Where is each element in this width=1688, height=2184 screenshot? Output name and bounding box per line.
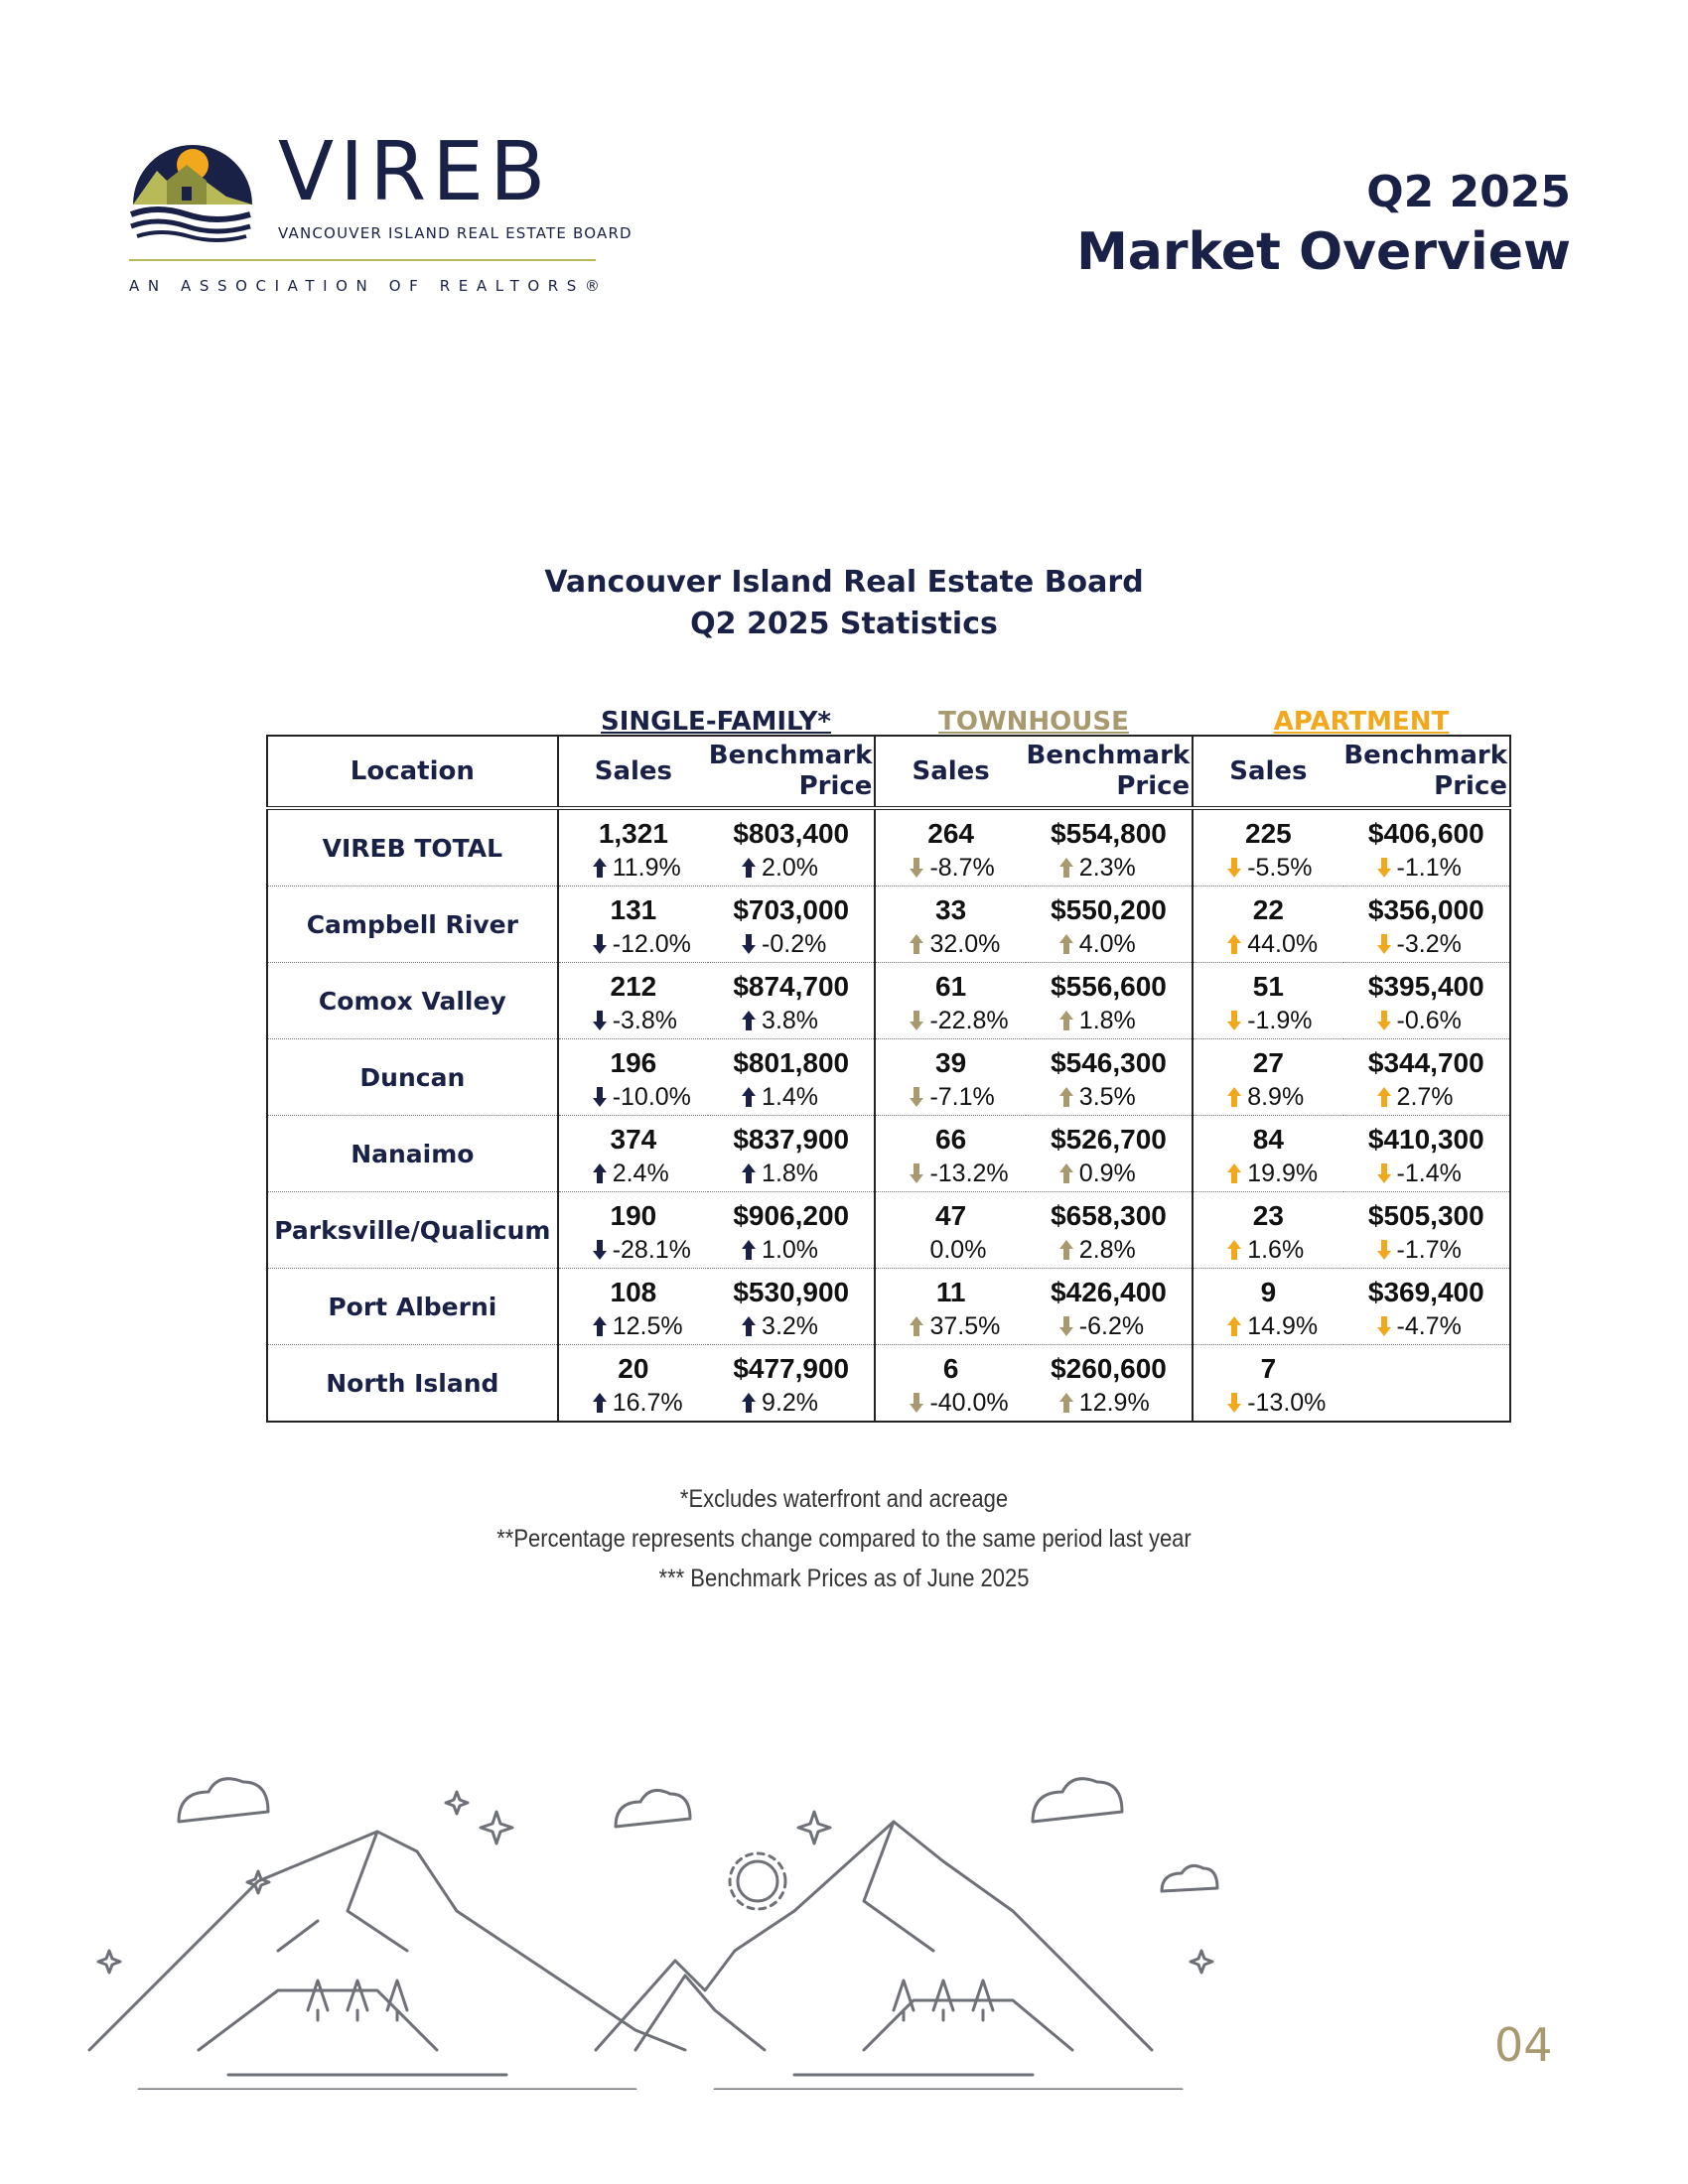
sf-price-change: 1.0%	[762, 1235, 819, 1264]
table-row	[267, 1192, 1510, 1233]
table-row	[267, 1039, 1510, 1080]
arrow-up-icon	[910, 934, 923, 954]
ap-price-cell: $505,300	[1367, 1200, 1484, 1231]
sf-sales-cell: 1,321	[558, 808, 708, 850]
col-sf-benchmark-l1: Benchmark	[708, 741, 873, 770]
sf-price-cell: $477,900	[733, 1353, 850, 1384]
th-sales-change-cell	[875, 1156, 1025, 1192]
sf-price-change: 3.8%	[762, 1006, 819, 1034]
arrow-up-icon	[742, 1316, 756, 1336]
sf-sales-change: -28.1%	[612, 1235, 691, 1264]
table-row	[267, 1269, 1510, 1309]
th-price-change: 4.0%	[1078, 929, 1136, 958]
table-body	[267, 808, 1510, 1422]
sf-price-cell: $837,900	[733, 1124, 850, 1155]
footnote-2: **Percentage represents change compared to the same period last year	[496, 1525, 1192, 1553]
location-cell: North Island	[326, 1368, 499, 1398]
th-sales-change-cell	[875, 926, 1025, 963]
sf-sales-cell: 20	[558, 1345, 708, 1386]
arrow-up-icon	[742, 1163, 756, 1183]
arrow-up-icon	[1227, 1316, 1241, 1336]
th-price-cell: $526,700	[1051, 1124, 1167, 1155]
sf-price-change: 9.2%	[762, 1388, 819, 1417]
col-th-sales: Sales	[875, 736, 1025, 808]
arrow-down-icon	[593, 1087, 607, 1107]
col-th-benchmark-l1: Benchmark	[1026, 741, 1191, 770]
ap-price-change: 2.7%	[1396, 1082, 1454, 1111]
sf-price-change-cell	[708, 850, 875, 887]
th-price-change-cell	[1026, 1232, 1193, 1269]
th-sales-cell: 66	[875, 1116, 1025, 1157]
th-sales-cell: 61	[875, 963, 1025, 1004]
sf-sales-change: 16.7%	[612, 1388, 683, 1417]
col-sf-benchmark	[708, 736, 875, 808]
ap-price-change: -1.1%	[1396, 853, 1462, 882]
header-quarter: Q2 2025	[1366, 167, 1571, 217]
ap-sales-cell: 27	[1193, 1039, 1342, 1080]
th-price-cell: $554,800	[1051, 818, 1167, 849]
ap-sales-change: 8.9%	[1247, 1082, 1305, 1111]
arrow-down-icon	[593, 1011, 607, 1030]
sf-price-cell: $803,400	[733, 818, 850, 849]
sf-price-change: 3.2%	[762, 1311, 819, 1340]
table-title-line1: Vancouver Island Real Estate Board	[544, 565, 1144, 600]
arrow-up-icon	[742, 858, 756, 878]
th-sales-change-cell	[875, 1079, 1025, 1116]
ap-sales-change-cell	[1193, 1232, 1342, 1269]
sf-sales-change-cell	[558, 850, 708, 887]
col-sf-benchmark-l2: Price	[798, 771, 873, 801]
sf-price-cell: $703,000	[733, 894, 850, 925]
location-cell: Duncan	[267, 1039, 558, 1116]
ap-price-change: -0.6%	[1396, 1006, 1462, 1034]
table-title-line2: Q2 2025 Statistics	[690, 607, 998, 641]
sf-price-cell: $530,900	[733, 1277, 850, 1307]
ap-sales-cell: 225	[1193, 808, 1342, 850]
th-price-change-cell	[1026, 1003, 1193, 1039]
logo-full-name: VANCOUVER ISLAND REAL ESTATE BOARD	[278, 224, 633, 242]
sf-sales-cell: 108	[558, 1269, 708, 1309]
arrow-up-icon	[742, 1011, 756, 1030]
ap-sales-cell: 22	[1193, 887, 1342, 927]
arrow-up-icon	[1377, 1087, 1391, 1107]
th-price-cell: $658,300	[1051, 1200, 1167, 1231]
arrow-up-icon	[1059, 858, 1073, 878]
sf-sales-change: 2.4%	[612, 1159, 669, 1187]
location-cell: Comox Valley	[267, 963, 558, 1039]
page-number: 04	[1494, 2018, 1553, 2072]
th-sales-change: -22.8%	[929, 1006, 1009, 1034]
col-ap-benchmark-l2: Price	[1434, 771, 1507, 801]
arrow-down-icon	[593, 934, 607, 954]
arrow-down-icon	[1377, 1316, 1391, 1336]
arrow-up-icon	[910, 1316, 923, 1336]
th-price-cell: $550,200	[1051, 894, 1167, 925]
ap-price-cell: $395,400	[1367, 971, 1484, 1002]
location-cell: VIREB TOTAL	[267, 808, 558, 887]
ap-price-change-cell	[1343, 1079, 1510, 1116]
ap-sales-cell: 9	[1193, 1269, 1342, 1309]
table-row	[267, 1345, 1510, 1386]
th-sales-change: 32.0%	[929, 929, 1001, 958]
ap-price-change-cell	[1343, 1232, 1510, 1269]
sf-price-cell: $906,200	[733, 1200, 850, 1231]
ap-sales-change-cell	[1193, 1079, 1342, 1116]
ap-sales-cell: 51	[1193, 963, 1342, 1004]
location-cell: Parksville/Qualicum	[267, 1192, 558, 1269]
col-ap-benchmark	[1343, 736, 1510, 808]
th-sales-cell: 33	[875, 887, 1025, 927]
sf-price-change-cell	[708, 1079, 875, 1116]
arrow-down-icon	[1377, 1240, 1391, 1260]
group-apartment: APARTMENT	[1273, 707, 1450, 737]
table-row	[267, 963, 1510, 1004]
th-price-cell: $556,600	[1051, 971, 1167, 1002]
sf-sales-change-cell	[558, 1385, 708, 1422]
sf-sales-cell: 212	[558, 963, 708, 1004]
arrow-down-icon	[593, 1240, 607, 1260]
arrow-down-icon	[1227, 1393, 1241, 1413]
sf-price-change: 2.0%	[762, 853, 819, 882]
ap-sales-change: -13.0%	[1247, 1388, 1327, 1417]
ap-sales-cell: 84	[1193, 1116, 1342, 1157]
arrow-down-icon	[910, 858, 923, 878]
th-price-change: -6.2%	[1078, 1311, 1145, 1340]
arrow-down-icon	[742, 934, 756, 954]
arrow-down-icon	[1227, 1011, 1241, 1030]
ap-price-cell: $410,300	[1367, 1124, 1484, 1155]
th-price-change-cell	[1026, 850, 1193, 887]
ap-sales-change-cell	[1193, 1308, 1342, 1345]
arrow-down-icon	[1377, 1163, 1391, 1183]
table-row	[267, 808, 1510, 850]
sf-sales-cell: 131	[558, 887, 708, 927]
th-price-change: 1.8%	[1078, 1006, 1136, 1034]
th-sales-change-cell	[875, 850, 1025, 887]
ap-price-change: -4.7%	[1396, 1311, 1462, 1340]
sf-price-change-cell	[708, 926, 875, 963]
sf-sales-change: 12.5%	[612, 1311, 683, 1340]
ap-price-change-cell	[1343, 850, 1510, 887]
ap-sales-change-cell	[1193, 1385, 1342, 1422]
sf-sales-change-cell	[558, 1232, 708, 1269]
ap-sales-change-cell	[1193, 1156, 1342, 1192]
sf-sales-change-cell	[558, 1003, 708, 1039]
ap-sales-change: 19.9%	[1247, 1159, 1319, 1187]
ap-price-change: -1.4%	[1396, 1159, 1462, 1187]
sf-sales-cell: 374	[558, 1116, 708, 1157]
ap-sales-change-cell	[1193, 850, 1342, 887]
table-header-row	[267, 736, 1510, 808]
table-row	[267, 887, 1510, 927]
footnote-3: *** Benchmark Prices as of June 2025	[658, 1565, 1030, 1592]
ap-price-change: -3.2%	[1396, 929, 1462, 958]
sf-price-change: -0.2%	[762, 929, 827, 958]
logo-tagline: AN ASSOCIATION OF REALTORS®	[129, 277, 609, 295]
ap-sales-change: 44.0%	[1247, 929, 1319, 958]
ap-sales-change: -5.5%	[1247, 853, 1313, 882]
th-sales-change: 37.5%	[929, 1311, 1001, 1340]
ap-price-change-cell	[1343, 1308, 1510, 1345]
arrow-up-icon	[593, 858, 607, 878]
th-price-change-cell	[1026, 1385, 1193, 1422]
ap-price-cell	[1343, 1345, 1510, 1386]
sf-sales-change-cell	[558, 926, 708, 963]
ap-price-cell: $356,000	[1367, 894, 1484, 925]
col-th-benchmark	[1026, 736, 1193, 808]
th-sales-cell: 264	[875, 808, 1025, 850]
th-price-change-cell	[1026, 1079, 1193, 1116]
sf-sales-cell: 196	[558, 1039, 708, 1080]
ap-price-change: -1.7%	[1396, 1235, 1462, 1264]
table-row	[267, 1116, 1510, 1157]
ap-price-cell: $406,600	[1367, 818, 1484, 849]
th-sales-change-cell	[875, 1003, 1025, 1039]
col-th-benchmark-l2: Price	[1116, 771, 1191, 801]
th-price-change: 2.3%	[1078, 853, 1136, 882]
statistics-table	[266, 735, 1511, 1423]
arrow-down-icon	[1227, 858, 1241, 878]
th-price-change: 12.9%	[1078, 1388, 1150, 1417]
arrow-up-icon	[742, 1240, 756, 1260]
arrow-down-icon	[1377, 1011, 1391, 1030]
ap-price-cell: $344,700	[1367, 1047, 1484, 1078]
th-price-cell: $426,400	[1051, 1277, 1167, 1307]
sf-price-change-cell	[708, 1232, 875, 1269]
sf-sales-change: 11.9%	[612, 853, 681, 882]
sf-sales-change: -3.8%	[612, 1006, 677, 1034]
sf-price-change-cell	[708, 1308, 875, 1345]
ap-price-change-cell	[1343, 1385, 1510, 1422]
arrow-up-icon	[1059, 1087, 1073, 1107]
location-cell: Nanaimo	[267, 1116, 558, 1192]
arrow-up-icon	[742, 1393, 756, 1413]
th-price-change-cell	[1026, 1308, 1193, 1345]
page-title: Market Overview	[1076, 222, 1571, 282]
mountain-landscape-illustration	[79, 1752, 1261, 2090]
sf-price-change: 1.4%	[762, 1082, 819, 1111]
ap-sales-cell: 7	[1193, 1345, 1342, 1386]
arrow-up-icon	[742, 1087, 756, 1107]
arrow-down-icon	[910, 1393, 923, 1413]
arrow-up-icon	[1227, 1087, 1241, 1107]
arrow-down-icon	[910, 1087, 923, 1107]
th-price-cell: $546,300	[1051, 1047, 1167, 1078]
th-price-change: 2.8%	[1078, 1235, 1136, 1264]
ap-price-change-cell	[1343, 1003, 1510, 1039]
th-sales-cell: 11	[875, 1269, 1025, 1309]
sf-price-change-cell	[708, 1003, 875, 1039]
footnote-1: *Excludes waterfront and acreage	[679, 1485, 1009, 1513]
th-price-change-cell	[1026, 926, 1193, 963]
sf-price-change: 1.8%	[762, 1159, 819, 1187]
ap-sales-change: 14.9%	[1247, 1311, 1319, 1340]
th-price-change-cell	[1026, 1156, 1193, 1192]
arrow-up-icon	[1227, 1240, 1241, 1260]
th-price-change: 3.5%	[1078, 1082, 1136, 1111]
arrow-down-icon	[1059, 1316, 1073, 1336]
table-title	[0, 562, 1688, 645]
arrow-down-icon	[910, 1011, 923, 1030]
th-sales-cell: 6	[875, 1345, 1025, 1386]
ap-sales-change: -1.9%	[1247, 1006, 1313, 1034]
sf-price-cell: $874,700	[733, 971, 850, 1002]
th-sales-change-cell	[875, 1385, 1025, 1422]
sf-price-change-cell	[708, 1385, 875, 1422]
ap-sales-change-cell	[1193, 926, 1342, 963]
arrow-down-icon	[910, 1163, 923, 1183]
sf-price-cell: $801,800	[733, 1047, 850, 1078]
arrow-up-icon	[593, 1393, 607, 1413]
arrow-up-icon	[1059, 1011, 1073, 1030]
col-location: Location	[267, 736, 558, 808]
th-sales-cell: 39	[875, 1039, 1025, 1080]
th-price-change: 0.9%	[1078, 1159, 1136, 1187]
ap-price-change-cell	[1343, 1156, 1510, 1192]
location-cell: Campbell River	[267, 887, 558, 963]
sf-sales-change: -10.0%	[612, 1082, 691, 1111]
ap-sales-change-cell	[1193, 1003, 1342, 1039]
arrow-up-icon	[1059, 934, 1073, 954]
th-sales-change: -40.0%	[929, 1388, 1009, 1417]
group-townhouse: TOWNHOUSE	[938, 707, 1129, 737]
location-cell: Port Alberni	[267, 1269, 558, 1345]
th-sales-cell: 47	[875, 1192, 1025, 1233]
arrow-up-icon	[1059, 1163, 1073, 1183]
ap-sales-change: 1.6%	[1247, 1235, 1305, 1264]
ap-sales-cell: 23	[1193, 1192, 1342, 1233]
th-sales-change-cell	[875, 1308, 1025, 1345]
sf-sales-change-cell	[558, 1156, 708, 1192]
col-sf-sales: Sales	[558, 736, 708, 808]
sf-sales-change: -12.0%	[612, 929, 691, 958]
th-sales-change-cell	[875, 1232, 1025, 1269]
ap-price-change-cell	[1343, 926, 1510, 963]
arrow-up-icon	[1059, 1393, 1073, 1413]
arrow-up-icon	[1227, 1163, 1241, 1183]
arrow-up-icon	[1227, 934, 1241, 954]
th-sales-change: -7.1%	[929, 1082, 995, 1111]
group-single-family: SINGLE-FAMILY*	[600, 707, 831, 737]
house-hills-logo-icon	[127, 135, 256, 244]
sf-sales-change-cell	[558, 1308, 708, 1345]
th-price-cell: $260,600	[1051, 1353, 1167, 1384]
sf-sales-cell: 190	[558, 1192, 708, 1233]
arrow-down-icon	[1377, 934, 1391, 954]
sf-sales-change-cell	[558, 1079, 708, 1116]
sf-price-change-cell	[708, 1156, 875, 1192]
ap-price-cell: $369,400	[1367, 1277, 1484, 1307]
logo-divider	[129, 259, 596, 261]
arrow-up-icon	[593, 1163, 607, 1183]
arrow-down-icon	[1377, 858, 1391, 878]
col-ap-benchmark-l1: Benchmark	[1343, 741, 1507, 770]
th-sales-change: 0.0%	[929, 1235, 987, 1264]
vireb-logo	[127, 125, 633, 301]
th-sales-change: -8.7%	[929, 853, 995, 882]
logo-wordmark: VIREB	[278, 125, 552, 219]
arrow-up-icon	[593, 1316, 607, 1336]
th-sales-change: -13.2%	[929, 1159, 1009, 1187]
arrow-up-icon	[1059, 1240, 1073, 1260]
col-ap-sales: Sales	[1193, 736, 1342, 808]
footnotes	[101, 1479, 1587, 1598]
